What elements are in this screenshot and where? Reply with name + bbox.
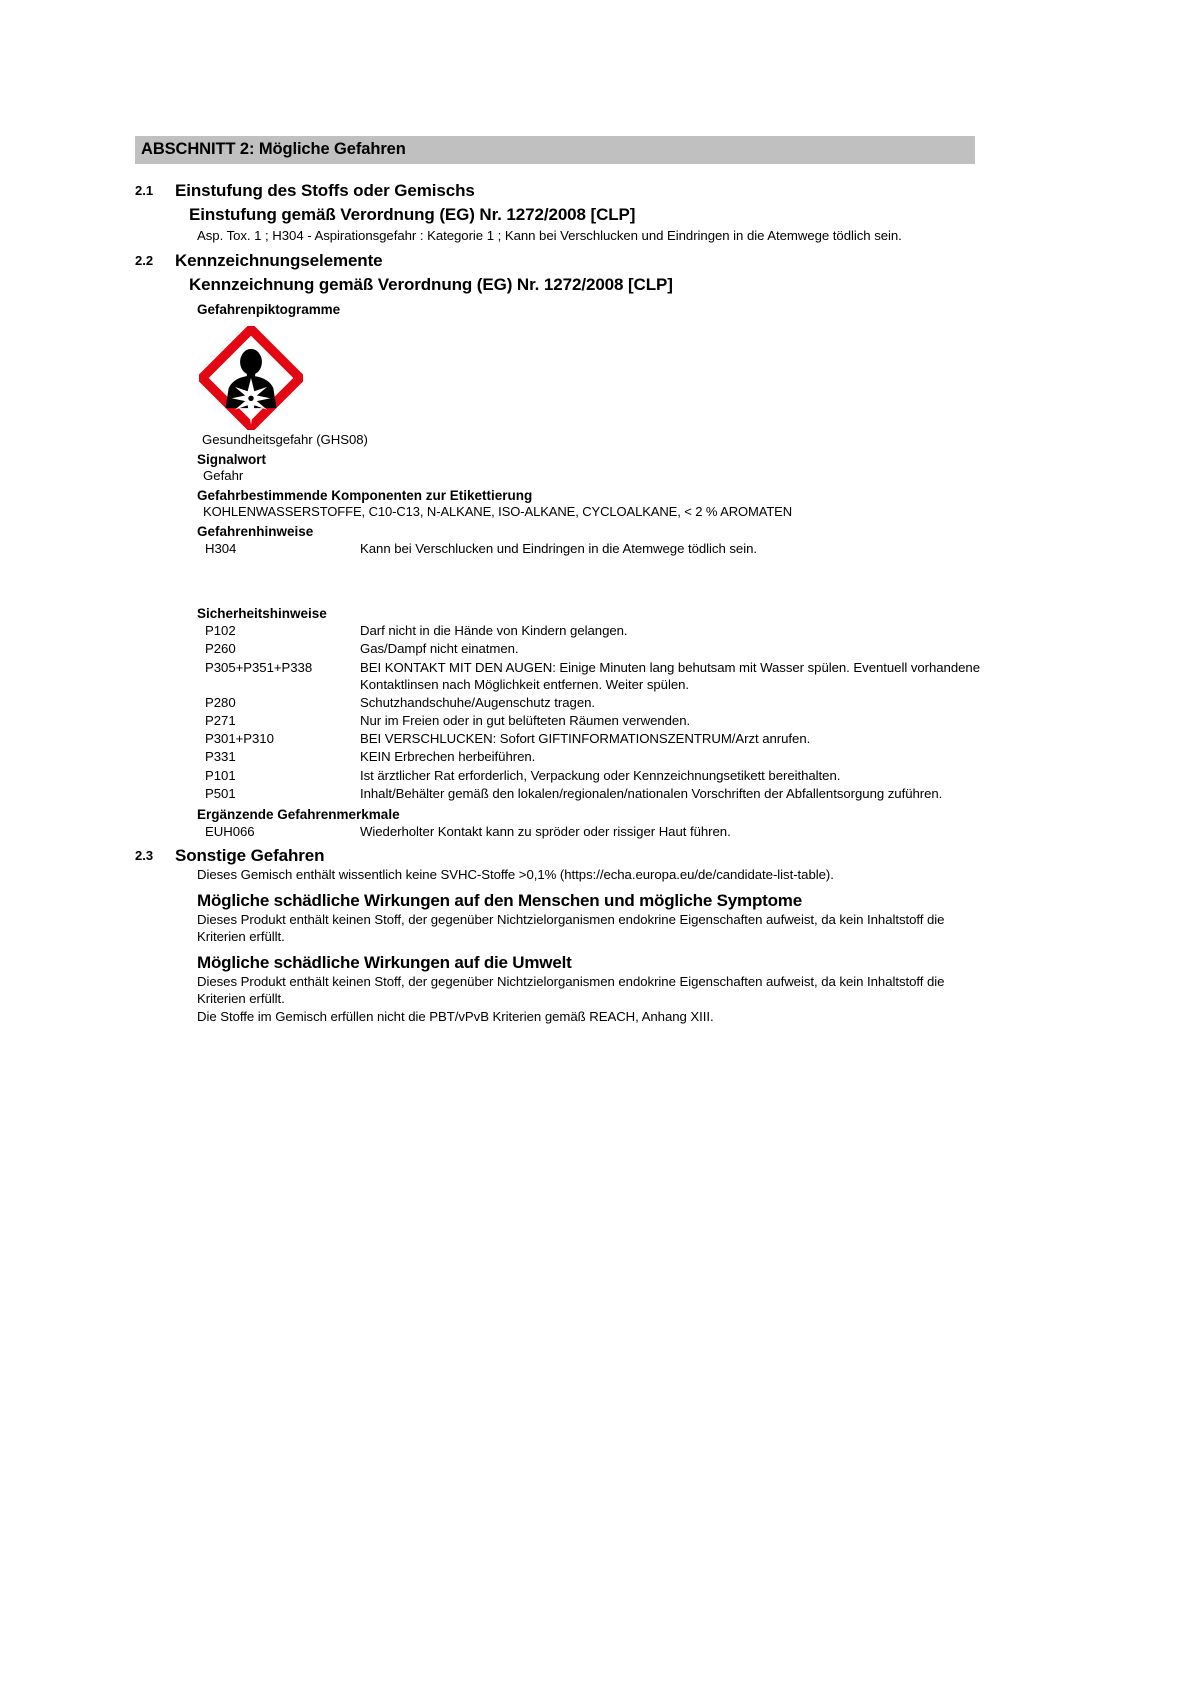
precautionary-statement-row <box>205 622 980 639</box>
pbt-vpvb-text: Die Stoffe im Gemisch erfüllen nicht die PBT/vPvB Kriterien gemäß REACH, Anhang XIII. <box>197 1009 714 1025</box>
pictogram-caption: Gesundheitsgefahr (GHS08) <box>202 432 368 448</box>
clp-labelling-heading: Kennzeichnung gemäß Verordnung (EG) Nr. 1272/2008 [CLP] <box>189 275 673 295</box>
hazard-components-value: KOHLENWASSERSTOFFE, C10-C13, N-ALKANE, ISO-ALKANE, CYCLOALKANE, < 2 % AROMATEN <box>203 504 793 520</box>
precautionary-statement-text: Gas/Dampf nicht einatmen. <box>360 641 519 657</box>
environment-effects-heading: Mögliche schädliche Wirkungen auf die Umwelt <box>197 953 572 973</box>
precautionary-statement-text: KEIN Erbrechen herbeiführen. <box>360 749 536 765</box>
section-header-bar: ABSCHNITT 2: Mögliche Gefahren <box>135 136 975 164</box>
precautionary-statement-text: Schutzhandschuhe/Augenschutz tragen. <box>360 694 596 710</box>
subsection-2-2 <box>135 250 980 840</box>
subsection-2-2-number: 2.2 <box>135 253 154 269</box>
precautionary-statement-row <box>205 730 980 747</box>
subsection-2-1 <box>135 180 980 245</box>
human-effects-text: Dieses Produkt enthält keinen Stoff, der gegenüber Nichtzielorganismen endokrine Eigenschaften aufweist, da kein Inhaltstoff die Kriterien erfüllt. <box>197 912 945 945</box>
ghs08-health-hazard-icon <box>199 326 303 430</box>
document-content <box>135 136 980 1026</box>
precautionary-statement-code: P102 <box>205 623 236 639</box>
precautionary-statement-code: P331 <box>205 749 236 765</box>
precautionary-statement-row <box>205 712 980 729</box>
signal-word-label: Signalwort <box>197 452 267 468</box>
precautionary-statement-code: P305+P351+P338 <box>205 659 313 675</box>
subsection-2-1-title: Einstufung des Stoffs oder Gemischs <box>175 181 475 200</box>
subsection-2-1-body <box>175 180 980 245</box>
hazard-statement-row <box>205 540 980 557</box>
svhc-text: Dieses Gemisch enthält wissentlich keine SVHC-Stoffe >0,1% (https://echa.europa.eu/de/candidate-list-table). <box>197 867 834 883</box>
classification-text: Asp. Tox. 1 ; H304 - Aspirationsgefahr : Kategorie 1 ; Kann bei Verschlucken und Eindringen in die Atemwege tödlich sein. <box>197 228 902 244</box>
pictograms-label: Gefahrenpiktogramme <box>197 301 341 317</box>
subsection-2-3-title: Sonstige Gefahren <box>175 846 325 865</box>
precautionary-statement-code: P501 <box>205 785 236 801</box>
environment-effects-text: Dieses Produkt enthält keinen Stoff, der gegenüber Nichtzielorganismen endokrine Eigenschaften aufweist, da kein Inhaltstoff die Kriterien erfüllt. <box>197 974 945 1007</box>
precautionary-statements-label: Sicherheitshinweise <box>197 606 327 622</box>
precautionary-statement-text: Nur im Freien oder in gut belüfteten Räumen verwenden. <box>360 713 691 729</box>
precautionary-statement-row <box>205 640 980 657</box>
supplemental-hazards-list <box>205 823 980 840</box>
subsection-2-2-title: Kennzeichnungselemente <box>175 251 383 271</box>
subsection-2-3-number: 2.3 <box>135 848 154 863</box>
subsection-2-2-body <box>175 250 980 840</box>
precautionary-statement-code: P271 <box>205 713 236 729</box>
precautionary-statement-text: BEI VERSCHLUCKEN: Sofort GIFTINFORMATIONSZENTRUM/Arzt anrufen. <box>360 731 811 747</box>
subsection-2-3-body <box>175 845 980 1026</box>
signal-word-value: Gefahr <box>203 468 244 484</box>
hazard-statements-label: Gefahrenhinweise <box>197 524 314 540</box>
supplemental-hazard-row <box>205 823 980 840</box>
precautionary-statement-row <box>205 785 980 802</box>
precautionary-statement-text: Darf nicht in die Hände von Kindern gelangen. <box>360 623 628 639</box>
supplemental-hazard-code: EUH066 <box>205 823 255 839</box>
hazard-statement-code: H304 <box>205 541 237 557</box>
precautionary-statements-list <box>205 622 980 802</box>
pictogram-container <box>199 326 980 430</box>
subsection-2-1-number: 2.1 <box>135 183 154 198</box>
human-effects-heading: Mögliche schädliche Wirkungen auf den Menschen und mögliche Symptome <box>197 891 802 911</box>
precautionary-statement-text: Inhalt/Behälter gemäß den lokalen/regionalen/nationalen Vorschriften der Abfallentsorgung zuführen. <box>360 785 943 801</box>
precautionary-statement-text: BEI KONTAKT MIT DEN AUGEN: Einige Minuten lang behutsam mit Wasser spülen. Eventuell vorhandene Kontaktlinsen nach Möglichkeit entfernen. Weiter spülen. <box>360 659 980 692</box>
hazard-components-label: Gefahrbestimmende Komponenten zur Etikettierung <box>197 488 533 504</box>
precautionary-statement-text: Ist ärztlicher Rat erforderlich, Verpackung oder Kennzeichnungsetikett bereithalten. <box>360 767 841 783</box>
spacer <box>175 557 980 601</box>
hazard-statements-list <box>205 540 980 557</box>
precautionary-statement-code: P260 <box>205 641 236 657</box>
precautionary-statement-row <box>205 748 980 765</box>
clp-classification-heading: Einstufung gemäß Verordnung (EG) Nr. 1272/2008 [CLP] <box>189 205 636 225</box>
supplemental-hazards-label: Ergänzende Gefahrenmerkmale <box>197 806 400 822</box>
precautionary-statement-row <box>205 694 980 711</box>
supplemental-hazard-text: Wiederholter Kontakt kann zu spröder oder rissiger Haut führen. <box>360 823 731 839</box>
precautionary-statement-code: P280 <box>205 694 236 710</box>
hazard-statement-text: Kann bei Verschlucken und Eindringen in die Atemwege tödlich sein. <box>360 541 757 557</box>
precautionary-statement-code: P301+P310 <box>205 731 274 747</box>
precautionary-statement-row <box>205 767 980 784</box>
precautionary-statement-code: P101 <box>205 767 236 783</box>
subsection-2-3 <box>135 845 980 1026</box>
precautionary-statement-row <box>205 659 980 693</box>
